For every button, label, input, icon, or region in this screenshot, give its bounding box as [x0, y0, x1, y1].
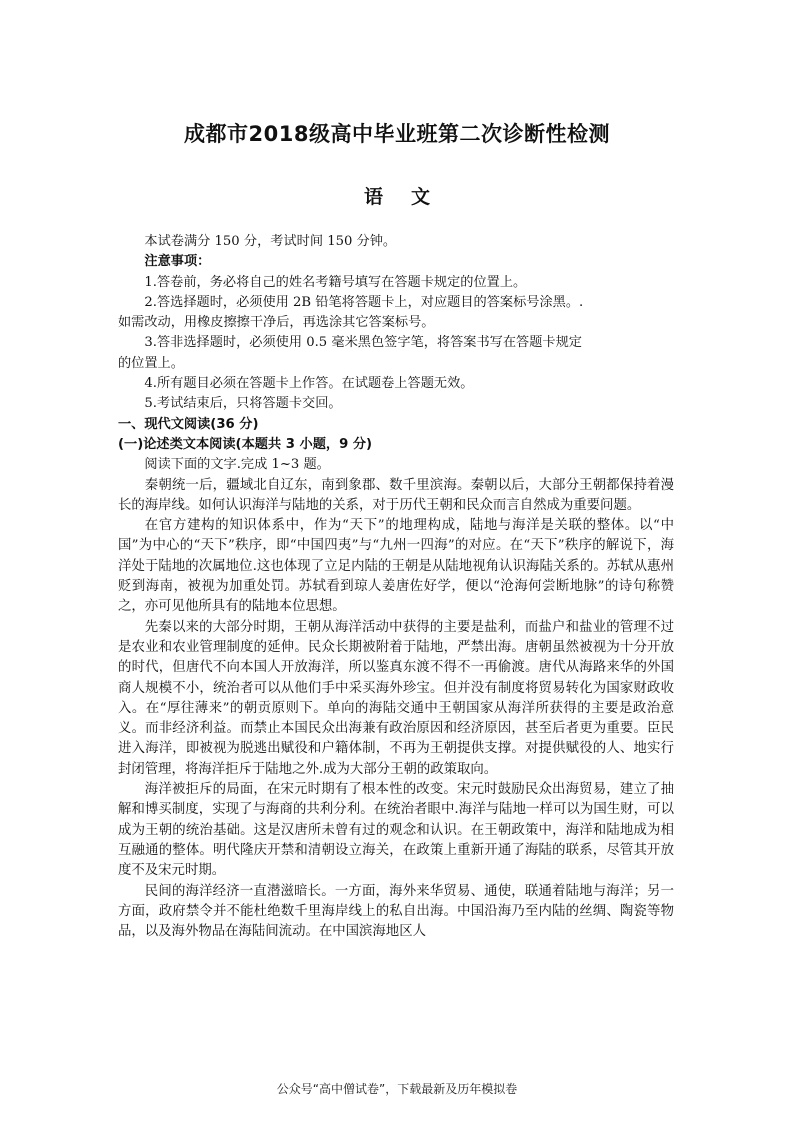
essay-paragraph: 民间的海洋经济一直潜滋暗长。一方面，海外来华贸易、通使，联通着陆地与海洋；另一方面，政府禁令并不能杜绝数千里海岸线上的私自出海。中国沿海乃至内陆的丝绸、陶瓷等物品，以及海外物品在海陆间流动。在中国滨海地区人	[118, 883, 674, 940]
notice-heading: 注意事项：	[144, 254, 211, 270]
notice-item: 3.答非选择题时，必须使用 0.5 毫米黑色签字笔，将答案书写在答题卡规定	[144, 335, 582, 351]
page-footer: 公众号“高中僧试卷”，下载最新及历年模拟卷	[276, 1082, 518, 1096]
essay-paragraph: 海洋被拒斥的局面，在宋元时期有了根本性的改变。宋元时鼓励民众出海贸易，建立了抽解和博买制度，实现了与海商的共利分利。在统治者眼中.海洋与陆地一样可以为国生财，可以成为王朝的统治基础。这是汉唐所未曾有过的观念和认识。在王朝政策中，海洋和陆地成为相互融通的整体。明代隆庆开禁和清朝设立海关，在政策上重新开通了海陆的联系，尽管其开放度不及宋元时期。	[118, 782, 674, 879]
essay-paragraph: 在官方建构的知识体系中，作为“天下”的地理构成，陆地与海洋是关联的整体。以“中国”为中心的“天下”秩序，即“中国四夷”与“九州一四海”的对应。在“天下”秩序的解说下，海洋处于陆地的次属地位.这也体现了立足内陆的王朝是从陆地视角认识海陆关系的。苏轼从惠州贬到海南，被视为加重处罚。苏轼看到琼人姜唐佐好学，便以“沧海何尝断地脉”的诗句称赞之，亦可见他所具有的陆地本位思想。	[118, 518, 674, 615]
document-body	[118, 232, 674, 942]
reading-instruction: 阅读下面的文字.完成 1~3 题。	[144, 457, 330, 473]
subject-heading	[0, 182, 794, 209]
document-title: 成都市2018级高中毕业班第二次诊断性检测	[184, 122, 610, 146]
notice-item: 2.答选择题时，必须使用 2B 铅笔将答题卡上，对应题目的答案标号涂黑。.	[144, 294, 584, 310]
notice-item-continued: 的位置上。	[118, 355, 184, 371]
exam-intro: 本试卷满分 150 分，考试时间 150 分钟。	[144, 234, 397, 249]
essay-paragraph: 先秦以来的大部分时期，王朝从海洋活动中获得的主要是盐利，而盐户和盐业的管理不过是农业和农业管理制度的延伸。民众长期被附着于陆地，严禁出海。唐朝虽然被视为十分开放的时代，但唐代不向本国人开放海洋，所以鉴真东渡不得不一再偷渡。唐代从海路来华的外国商人规模不小，统治者可以从他们手中采买海外珍宝。但并没有制度将贸易转化为国家财政收入。在“厚往薄来”的朝贡原则下。单向的海陆交通中王朝国家从海洋所获得的主要是政治意义。而非经济利益。而禁止本国民众出海兼有政治原因和经济原因，甚至后者更为重要。臣民进入海洋，即被视为脱逃出赋役和户籍体制，不再为王朝提供支撑。对提供赋役的人、地实行封闭管理，将海洋拒斥于陆地之外.成为大部分王朝的政策取向。	[118, 619, 674, 777]
notice-item: 4.所有题目必须在答题卡上作答。在试题卷上答题无效。	[144, 376, 474, 392]
essay-paragraph: 秦朝统一后，疆域北自辽东，南到象郡、数千里滨海。秦朝以后，大部分王朝都保持着漫长的海岸线。如何认识海洋与陆地的关系，对于历代王朝和民众而言自然成为重要问题。	[118, 477, 674, 513]
notice-item: 1.答卷前，务必将自己的姓名考籍号填写在答题卡规定的位置上。	[144, 274, 527, 290]
subject-char-2: 文	[411, 186, 431, 208]
subsection-heading: (一)论述类文本阅读(本题共 3 小题，9 分)	[118, 436, 373, 452]
section-heading: 一、现代文阅读(36 分)	[118, 416, 259, 432]
notice-item-continued: 如需改动，用橡皮擦擦干净后，再选涂其它答案标号。	[118, 315, 435, 331]
notice-item: 5.考试结束后，只将答题卡交回。	[144, 396, 342, 412]
subject-char-1: 语	[363, 186, 383, 208]
